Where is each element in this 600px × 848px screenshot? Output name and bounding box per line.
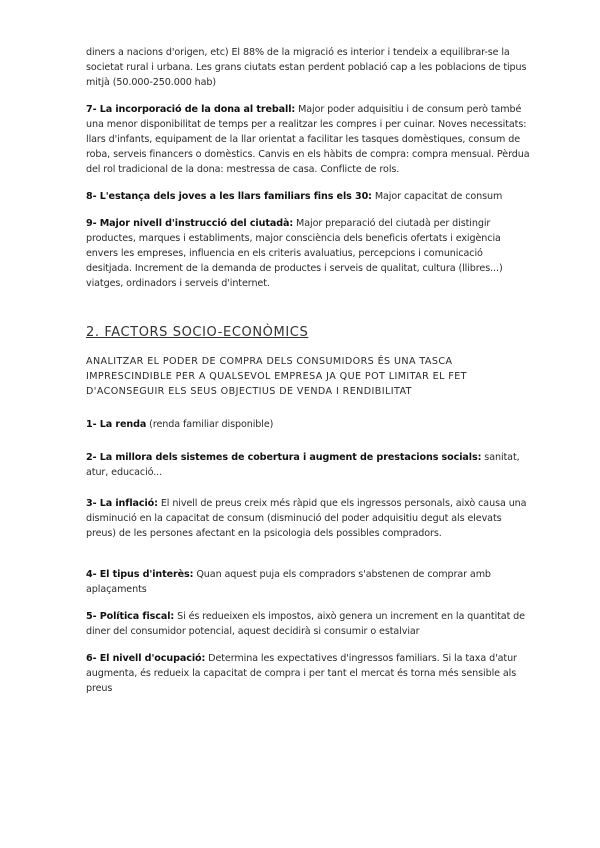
socio-factor-2-title: 2- La millora dels sistemes de cobertura i augment de prestacions socials: [86, 452, 482, 463]
socio-factor-4 [86, 567, 530, 597]
factor-8-text: Major capacitat de consum [371, 191, 503, 202]
socio-factor-1 [86, 417, 530, 432]
socio-factor-3 [86, 496, 530, 541]
socio-factor-3-title: 3- La inflació: [86, 498, 158, 509]
socio-factor-1-title: 1- La renda [86, 419, 147, 430]
socio-factor-2-text: sanitat, atur, educació... [86, 452, 520, 478]
document-page [86, 45, 530, 708]
socio-factor-5-title: 5- Política fiscal: [86, 611, 175, 622]
factor-9-title: 9- Major nivell d'instrucció del ciutadà: [86, 218, 294, 229]
factor-8-title: 8- L'estança dels joves a les llars familiars fins els 30: [86, 191, 372, 202]
socio-factor-6-text: Determina les expectatives d'ingressos familiars. Si la taxa d'atur augmenta, és redueix la capacitat de compra i per tant el mercat és torna més sensible als preus [86, 653, 517, 694]
socio-factor-4-text: Quan aquest puja els compradors s'abstenen de comprar amb aplaçaments [86, 569, 491, 595]
socio-factor-1-text: (renda familiar disponible) [146, 419, 274, 430]
factor-9 [86, 216, 530, 291]
socio-factor-4-title: 4- El tipus d'interès: [86, 569, 194, 580]
socio-factor-3-text: El nivell de preus creix més ràpid que els ingressos personals, això causa una disminució en la capacitat de consum (disminució del poder adquisitiu degut als elevats preus) de les persones afectant en la psicologia dels possibles compradors. [86, 498, 527, 539]
socio-factor-5 [86, 609, 530, 639]
paragraph-migration: diners a nacions d'origen, etc) El 88% de la migració es interior i tendeix a equilibrar-se la societat rural i urbana. Les grans ciutats estan perdent població cap a les poblacions de tipus mitjà (50.000-250.000 hab) [86, 47, 527, 88]
factor-8 [86, 189, 530, 204]
socio-factor-2 [86, 450, 530, 480]
factor-7-text: Major poder adquisitiu i de consum però també una menor disponibilitat de temps per a realitzar les compres i per cuinar. Noves necessitats: llars d'infants, equipament de la llar orientat a facilitar les tasques domèstiques, consum de roba, serveis financers o domèstics. Canvis en els hàbits de compra: compra mensual. Pèrdua del rol tradicional de la dona: mestressa de casa. Conflicte de rols. [86, 104, 530, 175]
section-heading: 2. FACTORS SOCIO-ECONÒMICS [86, 325, 309, 340]
socio-factor-6 [86, 651, 530, 696]
socio-factor-5-text: Si és redueixen els impostos, això genera un increment en la quantitat de diner del consumidor potencial, aquest decidirà si consumir o estalviar [86, 611, 525, 637]
intro-caps: ANALITZAR EL PODER DE COMPRA DELS CONSUMIDORS ÉS UNA TASCA IMPRESCINDIBLE PER A QUALSEVOL EMPRESA JA QUE POT LIMITAR EL FET D'ACONSEGUIR ELS SEUS OBJECTIUS DE VENDA I RENDIBILITAT [86, 356, 467, 397]
socio-factor-6-title: 6- El nivell d'ocupació: [86, 653, 206, 664]
factor-7-title: 7- La incorporació de la dona al treball: [86, 104, 296, 115]
factor-9-text: Major preparació del ciutadà per distingir productes, marques i establiments, major consciència dels beneficis ofertats i exigència envers les empreses, influencia en els criteris avaluatius, percepcions i comunicació desitjada. Increment de la demanda de productes i serveis de qualitat, cultura (llibres...) viatges, ordinadors i serveis d'internet. [86, 218, 503, 289]
factor-7 [86, 102, 530, 177]
